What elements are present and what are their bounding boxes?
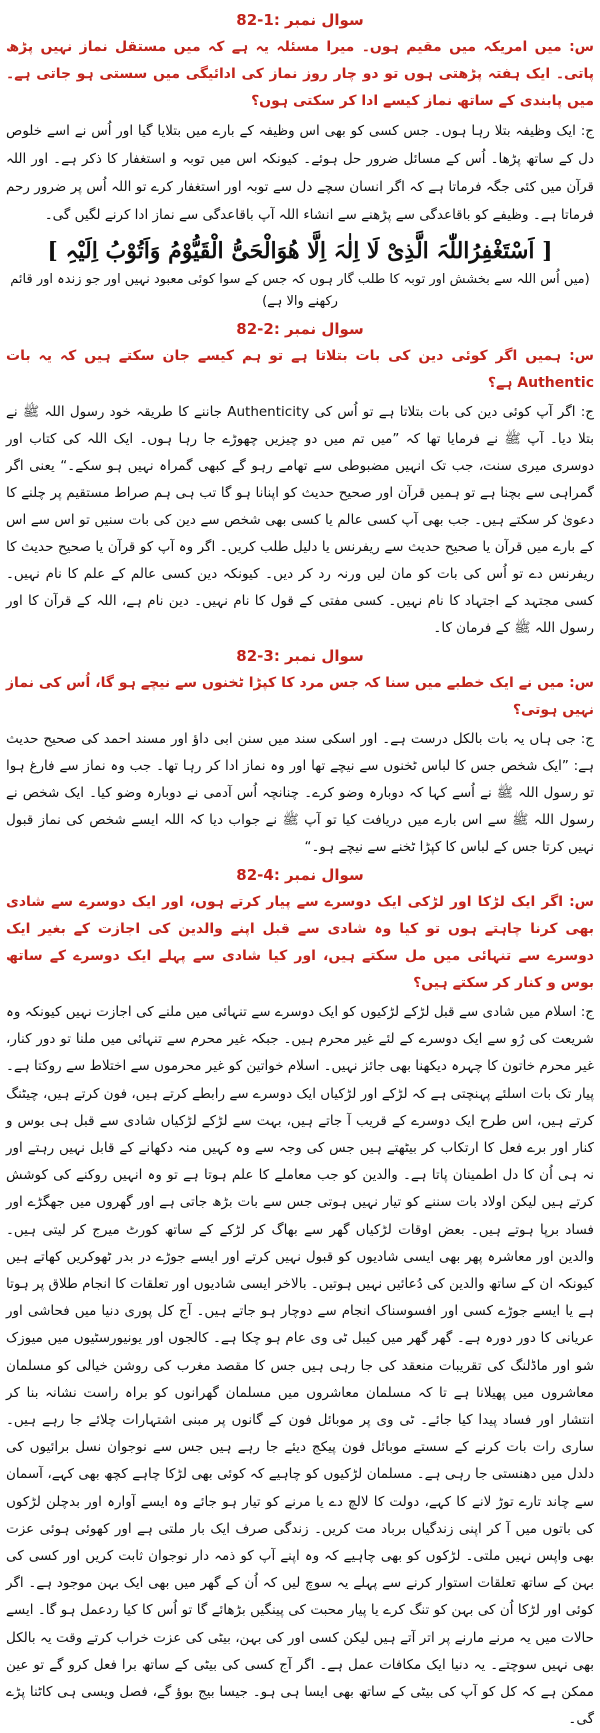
answer-text: ج: جی ہاں یہ بات بالکل درست ہے۔ اور اسکی سند میں سنن ابی داؤ اور مسند احمد کی صحیح حدیث ہے: ”ایک شخص جس کا لباس ٹخنوں سے نیچے تھا اور وہ نماز ادا کر رہا تھا۔ جب وہ نماز سے فارغ ہوا تو رسول اللہ ﷺ نے اُسے کہا کہ دوبارہ وضو کرے۔ چنانچہ اُس آدمی نے دوبارہ وضو کیا۔ ایک شخص نے رسول اللہ ﷺ سے اس بارے میں دریافت کیا تو آپ ﷺ نے جواب دیا کہ اللہ ایسے شخص کی نماز قبول نہیں کرتا جس کے لباس کا کپڑا ٹخنے سے نیچے ہو۔“	[6, 731, 594, 855]
qa-section-2	[6, 319, 594, 642]
answer-text: ج: ایک وظیفہ بتلا رہا ہوں۔ جس کسی کو بھی اس وظیفہ کے بارے میں بتلایا گیا اور اُس نے اسے خلوص دل کے ساتھ پڑھا۔ اُس کے مسائل ضرور حل ہوئے۔ کیونکہ اس میں توبہ و استغفار کا ذکر ہے۔ اور اللہ قرآن میں کئی جگہ فرماتا ہے کہ اگر انسان سچے دل سے توبہ اور استغفار کرے تو اللہ اُس پر ضرور رحم فرماتا ہے۔ وظیفے کو باقاعدگی سے پڑھنے سے انشاء اللہ آپ باقاعدگی سے نماز ادا کرنے لگیں گی۔	[6, 123, 594, 223]
qa-section-1	[6, 10, 594, 313]
question-text: س: میں امریکہ میں مقیم ہوں۔ میرا مسئلہ یہ ہے کہ میں مستقل نماز نہیں پڑھ پاتی۔ ایک ہفتہ پڑھتی ہوں تو دو چار روز نماز کی ادائیگی میں سستی ہو جاتی ہے۔ میں پابندی کے ساتھ نماز کیسے ادا کر سکتی ہوں؟	[6, 39, 594, 109]
qa-section-4	[6, 865, 594, 1733]
question-text: س: ہمیں اگر کوئی دین کی بات بتلاتا ہے تو ہم کیسے جان سکتے ہیں کہ یہ بات Authentic ہے؟	[6, 348, 594, 391]
question-number-title: سوال نمبر :1-82	[236, 11, 364, 29]
arabic-wazifa-text: [ اَسْتَغْفِرُاللّٰہَ الَّذِیْ لَا اِلٰہَ اِلَّا ھُوَالْحَیُّ الْقَیُّوْمُ وَاَتُوْبُ اِلَیْہِ ]	[47, 238, 553, 264]
answer-text: ج: اگر آپ کوئی دین کی بات بتلاتا ہے تو اُس کی Authenticity جاننے کا طریقہ خود رسول اللہ ﷺ نے بتلا دیا۔ آپ ﷺ نے فرمایا تھا کہ ”میں تم میں دو چیزیں چھوڑے جا رہا ہوں۔ ایک اللہ کی کتاب اور دوسری میری سنت، جب تک انہیں مضبوطی سے تھامے رہو گے کبھی گمراہ نہیں ہو سکے۔“ یعنی اگر گمراہی سے بچنا ہے تو ہمیں قرآن اور صحیح حدیث کو اپنانا ہو گا تب ہی ہم صراط مستقیم پر چلنے کا دعویٰ کر سکتے ہیں۔ جب بھی آپ کسی عالم یا کسی بھی شخص سے دین کی بات سنیں تو اس سے اس کے بارے میں قرآن یا صحیح حدیث سے ریفرنس یا دلیل طلب کریں۔ اگر وہ آپ کو قرآن یا صحیح حدیث کا ریفرنس دے تو اُس کی بات کو مان لیں ورنہ رد کر دیں۔ کیونکہ دین کسی عالم کے علم کا نام نہیں۔ کسی مجتہد کے اجتہاد کا نام نہیں۔ کسی مفتی کے قول کا نام نہیں۔ دین نام ہے، اللہ کے قرآن کا اور رسول اللہ ﷺ کے فرمان کا۔	[6, 404, 594, 636]
answer-text: ج: اسلام میں شادی سے قبل لڑکے لڑکیوں کو ایک دوسرے سے تنہائی میں ملنے کی اجازت نہیں کیونکہ وہ شریعت کی رُو سے ایک دوسرے کے لئے غیر محرم ہیں۔ جبکہ غیر محرم سے تنہائی میں ملنا تو دور کنار، غیر محرم خاتون کا چہرہ دیکھنا بھی جائز نہیں۔ اسلام خواتین کو غیر محرموں سے اختلاط سے روکتا ہے۔ پیار تک بات اسلئے پہنچتی ہے کہ لڑکے اور لڑکیاں ایک دوسرے سے رابطے کرتے ہیں، فون کرتے ہیں، چیٹنگ کرتے ہیں، اس طرح ایک دوسرے کے قریب آ جاتے ہیں، بہت سے لڑکے لڑکیاں شادی سے قبل ہی بوس و کنار اور برے فعل کا ارتکاب کر بیٹھتے ہیں جس کی وجہ سے وہ کہیں منہ دکھانے کے قابل نہیں رہتے اور نہ ہی اُن کا دل اطمینان پاتا ہے۔ والدین کو جب معاملے کا علم ہوتا ہے تو وہ انہیں روکنے کی کوشش کرتے ہیں لیکن اولاد بات سننے کو تیار نہیں ہوتی جس سے بات بڑھ جاتی ہے اور گھروں میں جھگڑے اور فساد برپا ہوتے ہیں۔ بعض اوقات لڑکیاں گھر سے بھاگ کر لڑکے کے ساتھ کورٹ میرج کر لیتی ہیں۔ والدین اور معاشرہ پھر بھی ایسی شادیوں کو قبول نہیں کرتے اور ایسے جوڑے در بدر ٹھوکریں کھاتے ہیں کیونکہ ان کے ساتھ والدین کی دُعائیں نہیں ہوتیں۔ بالاخر ایسی شادیوں اور تعلقات کا انجام طلاق پر ہوتا ہے یا ایسے جوڑے کسی اور افسوسناک انجام سے دوچار ہو جاتے ہیں۔ آج کل پوری دنیا میں فحاشی اور عریانی کا دور دورہ ہے۔ گھر گھر میں کیبل ٹی وی عام ہو چکا ہے۔ کالجوں اور یونیورسٹیوں میں میوزک شو اور ماڈلنگ کی تقریبات منعقد کی جا رہی ہیں جس کا مقصد مغرب کی روشن خیالی کو مسلمان معاشروں میں پھیلانا ہے تا کہ مسلمان معاشروں میں مسلمان گھرانوں کو براہ راست نشانہ بنا کر انتشار اور فساد پیدا کیا جائے۔ ٹی وی پر موبائل فون کے گانوں پر مبنی اشتہارات چلائے جا رہے ہیں۔ ساری رات بات کرنے کے سستے موبائل فون پیکج دیئے جا رہے ہیں جس سے نوجوان نسل برائیوں کی دلدل میں دھنستی جا رہی ہے۔ مسلمان لڑکیوں کو چاہیے کہ کوئی بھی لڑکا چاہے کچھ بھی کہے، آسمان سے چاند تارے توڑ لانے کا کہے، دولت کا لالچ دے یا مرنے کو تیار ہو جائے وہ ایسے آوارہ اور بدچلن لڑکوں کی باتوں میں آ کر اپنی زندگیاں برباد مت کریں۔ زندگی صرف ایک بار ملتی ہے اور کھوئی ہوئی عزت بھی واپس نہیں ملتی۔ لڑکوں کو بھی چاہیے کہ وہ اپنے آپ کو ذمہ دار نوجوان ثابت کریں اور کسی کی بہن کے ساتھ تعلقات استوار کرنے سے پہلے یہ سوچ لیں کہ اُن کے گھر میں بھی ایک بہن موجود ہے۔ اگر کوئی اور لڑکا اُن کی بہن کو تنگ کرے یا پیار محبت کی پینگیں بڑھائے گا تو اُس کا کیا ردعمل ہو گا۔ ایسے حالات میں یہ مرنے مارنے پر اتر آتے ہیں لیکن کسی اور کی بہن، بیٹی کی عزت خراب کرتے وقت یہ بالکل بھی نہیں سوچتے۔ یہ دنیا ایک مکافات عمل ہے۔ اگر آج کسی کی بیٹی کے ساتھ برا فعل کرو گے تو عین ممکن ہے کہ کل کو آپ کی بیٹی کے ساتھ بھی ایسا ہی ہو۔ جیسا بیج بوؤ گے، فصل ویسی ہی کاٹنا پڑے گی۔	[6, 1004, 594, 1728]
question-text: س: اگر ایک لڑکا اور لڑکی ایک دوسرے سے پیار کرتے ہوں، اور ایک دوسرے سے شادی بھی کرنا چاہتے ہوں تو کیا وہ شادی سے قبل اپنے والدین کی اجازت کے بغیر ایک دوسرے سے تنہائی میں مل سکتے ہیں، اور کیا شادی سے پہلے ایک دوسرے کے ساتھ بوس و کنار کر سکتے ہیں؟	[6, 894, 594, 991]
question-number-title: سوال نمبر :3-82	[236, 647, 364, 665]
question-text: س: میں نے ایک خطبے میں سنا کہ جس مرد کا کپڑا ٹخنوں سے نیچے ہو گا، اُس کی نماز نہیں ہوتی؟	[6, 675, 594, 718]
wazifa-translation: (میں اُس اللہ سے بخشش اور توبہ کا طلب گار ہوں کہ جس کے سوا کوئی معبود نہیں اور جو زندہ اور قائم رکھنے والا ہے)	[10, 272, 590, 309]
qa-section-3	[6, 646, 594, 861]
question-number-title: سوال نمبر :2-82	[236, 320, 364, 338]
question-number-title: سوال نمبر :4-82	[236, 866, 364, 884]
